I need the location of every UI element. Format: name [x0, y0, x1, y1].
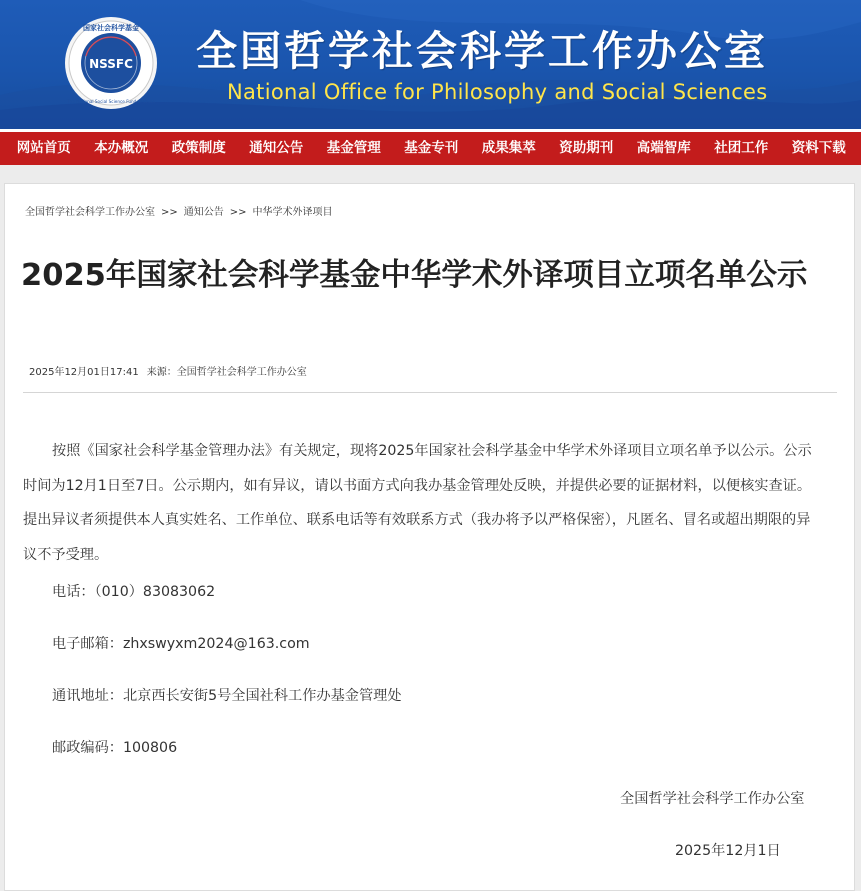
signature-organization: 全国哲学社会科学工作办公室 [620, 791, 805, 807]
contact-postcode: 邮政编码：100806 [52, 740, 178, 756]
nav-item-notices[interactable]: 通知公告 [249, 140, 304, 156]
nav-item-achievements[interactable]: 成果集萃 [481, 140, 536, 156]
nav-item-policy[interactable]: 政策制度 [171, 140, 226, 156]
contact-address: 通讯地址：北京西长安街5号全国社科工作办基金管理处 [52, 688, 402, 704]
svg-text:NSSFC: NSSFC [89, 57, 133, 71]
article-body-paragraph: 按照《国家社会科学基金管理办法》有关规定，现将2025年国家社会科学基金中华学术外译项目立项名单予以公示。公示时间为12月1日至7日。公示期内，如有异议，请以书面方式向我办基金管理处反映，并提供必要的证据材料，以便核实查证。提出异议者须提供本人真实姓名、工作单位、联系电话等有效联系方式（我办将予以严格保密），凡匿名、冒名或超出期限的异议不予受理。 [23, 443, 812, 563]
article-source: 来源：全国哲学社会科学工作办公室 [146, 367, 307, 378]
nav-item-about[interactable]: 本办概况 [94, 140, 149, 156]
breadcrumb-separator: >> [161, 207, 178, 218]
nav-item-funded-journals[interactable]: 资助期刊 [559, 140, 614, 156]
nav-item-think-tanks[interactable]: 高端智库 [636, 140, 691, 156]
breadcrumb-link-translation-projects[interactable]: 中华学术外译项目 [252, 207, 333, 218]
article-container [4, 183, 855, 891]
breadcrumb [25, 203, 333, 218]
publish-datetime: 2025年12月01日17:41 [29, 367, 139, 378]
svg-text:国家社会科学基金: 国家社会科学基金 [83, 24, 139, 32]
breadcrumb-link-office[interactable]: 全国哲学社会科学工作办公室 [25, 207, 155, 218]
site-subtitle: National Office for Philosophy and Social Sciences [227, 80, 768, 104]
nav-item-fund-journal[interactable]: 基金专刊 [404, 140, 459, 156]
main-nav [0, 129, 861, 165]
article-title: 2025年国家社会科学基金中华学术外译项目立项名单公示 [21, 258, 808, 293]
nssfc-logo-icon[interactable] [64, 16, 158, 110]
contact-phone: 电话：（010）83083062 [52, 584, 216, 600]
nav-item-home[interactable]: 网站首页 [16, 140, 71, 156]
title-divider [23, 392, 837, 393]
nav-item-downloads[interactable]: 资料下载 [791, 140, 846, 156]
breadcrumb-link-notices[interactable]: 通知公告 [183, 207, 224, 218]
nav-item-fund-management[interactable]: 基金管理 [326, 140, 381, 156]
nav-item-societies[interactable]: 社团工作 [714, 140, 769, 156]
svg-text:The National Social Science Fu: The National Social Science Fund of China [66, 99, 156, 104]
signature-date: 2025年12月1日 [675, 843, 781, 859]
article-meta [29, 363, 307, 378]
site-title: 全国哲学社会科学工作办公室 [196, 27, 768, 75]
contact-email: 电子邮箱：zhxswyxm2024@163.com [52, 636, 310, 652]
breadcrumb-separator: >> [229, 207, 247, 218]
site-header [0, 0, 861, 129]
